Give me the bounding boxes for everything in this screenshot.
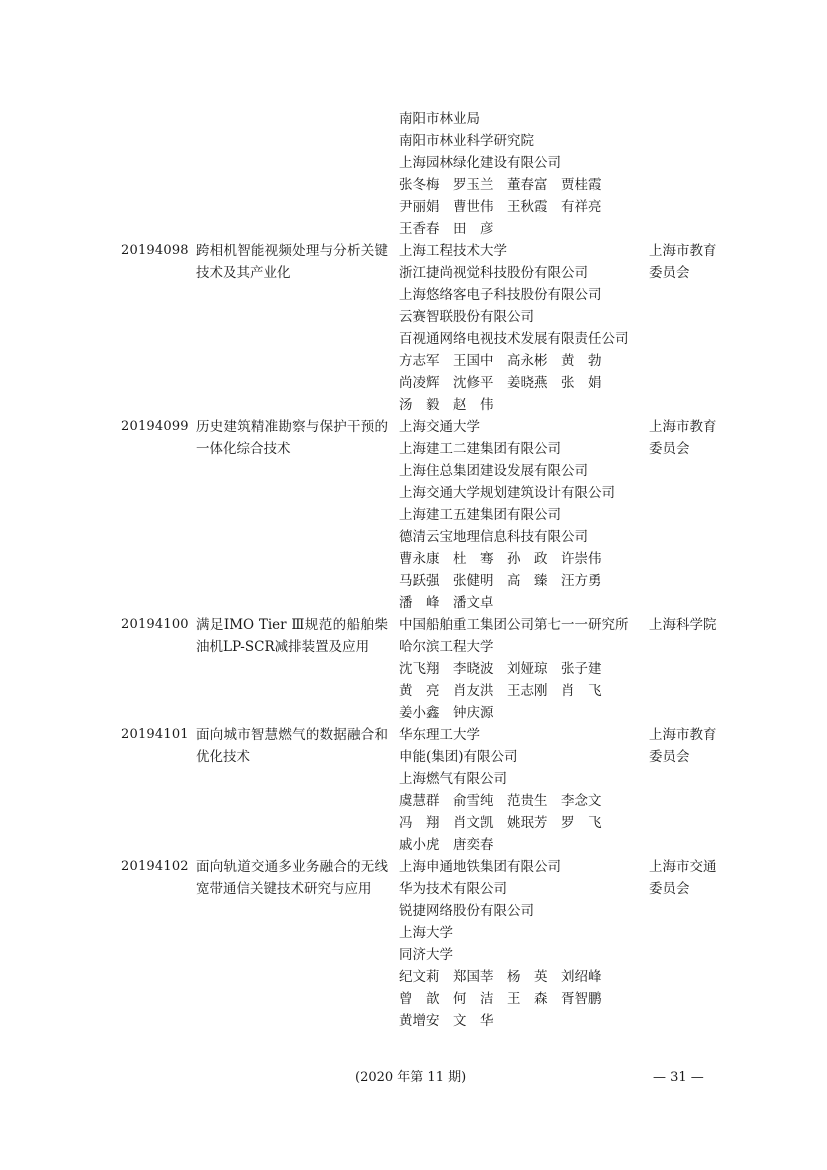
issue-label: (2020 年第 11 期) [355, 1070, 467, 1085]
people-line: 曹永康 杜 骞 孙 政 许崇伟 [399, 551, 602, 567]
unit: 上海交通大学 [399, 419, 480, 435]
people-line: 尹丽娟 曹世伟 王秋霞 有祥亮 [399, 199, 602, 215]
entry-department: 上海市交通委员会 [649, 859, 717, 897]
entry-units [399, 240, 639, 416]
entry-project: 历史建筑精准勘察与保护干预的一体化综合技术 [196, 419, 388, 457]
entry-department: 上海市教育委员会 [649, 243, 717, 281]
entry-department: 上海市教育委员会 [649, 727, 717, 765]
entry-department: 上海市教育委员会 [649, 419, 717, 457]
entry-id: 20194101 [121, 727, 189, 742]
page-number: — 31 — [653, 1070, 704, 1085]
entry-project: 跨相机智能视频处理与分析关键技术及其产业化 [196, 243, 388, 281]
entry-units [399, 614, 639, 724]
unit: 上海建工二建集团有限公司 [399, 441, 561, 457]
people-line: 潘 峰 潘文卓 [399, 595, 494, 611]
entry-id: 20194098 [121, 243, 189, 258]
unit: 上海燃气有限公司 [399, 771, 507, 787]
people-line: 虞慧群 俞雪纯 范贵生 李念文 [399, 793, 602, 809]
entry-department: 上海科学院 [649, 617, 717, 633]
unit: 上海悠络客电子科技股份有限公司 [399, 287, 602, 303]
people-line: 冯 翔 肖文凯 姚珉芳 罗 飞 [399, 815, 602, 831]
entry-units [399, 416, 639, 614]
entry-id: 20194102 [121, 859, 189, 874]
unit: 上海工程技术大学 [399, 243, 507, 259]
award-list [0, 108, 827, 1032]
unit: 云赛智联股份有限公司 [399, 309, 534, 325]
unit: 华东理工大学 [399, 727, 480, 743]
unit: 百视通网络电视技术发展有限责任公司 [399, 331, 629, 347]
unit: 上海交通大学规划建筑设计有限公司 [399, 485, 615, 501]
unit: 上海建工五建集团有限公司 [399, 507, 561, 523]
entry-20194101 [0, 724, 827, 856]
people-line: 沈飞翔 李晓波 刘娅琼 张子建 [399, 661, 602, 677]
unit: 上海大学 [399, 925, 453, 941]
people-line: 汤 毅 赵 伟 [399, 397, 494, 413]
entry-units [399, 724, 639, 856]
unit: 浙江捷尚视觉科技股份有限公司 [399, 265, 588, 281]
entry-continuation [0, 108, 827, 240]
unit: 德清云宝地理信息科技有限公司 [399, 529, 588, 545]
entry-id: 20194099 [121, 419, 189, 434]
people-line: 王香春 田 彦 [399, 221, 494, 237]
entry-units [399, 108, 639, 240]
entry-project: 满足IMO Tier Ⅲ规范的船舶柴油机LP-SCR减排装置及应用 [196, 617, 388, 655]
entry-20194099 [0, 416, 827, 614]
entry-units [399, 856, 639, 1032]
people-line: 马跃强 张健明 高 臻 汪方勇 [399, 573, 602, 589]
entry-project: 面向轨道交通多业务融合的无线宽带通信关键技术研究与应用 [196, 859, 388, 897]
people-line: 纪文莉 郑国莘 杨 英 刘绍峰 [399, 969, 602, 985]
people-line: 张冬梅 罗玉兰 董春富 贾桂霞 [399, 177, 602, 193]
people-line: 戚小虎 唐奕春 [399, 837, 494, 853]
unit: 华为技术有限公司 [399, 881, 507, 897]
entry-20194102 [0, 856, 827, 1032]
unit: 申能(集团)有限公司 [399, 749, 518, 765]
page-footer [0, 1068, 827, 1088]
entry-id: 20194100 [121, 617, 189, 632]
entry-project: 面向城市智慧燃气的数据融合和优化技术 [196, 727, 388, 765]
unit: 上海申通地铁集团有限公司 [399, 859, 561, 875]
people-line: 黄增安 文 华 [399, 1013, 494, 1029]
people-line: 曾 歆 何 洁 王 森 胥智鹏 [399, 991, 602, 1007]
unit: 南阳市林业科学研究院 [399, 133, 534, 149]
unit: 中国船舶重工集团公司第七一一研究所 [399, 617, 629, 633]
unit: 上海园林绿化建设有限公司 [399, 155, 561, 171]
unit: 上海住总集团建设发展有限公司 [399, 463, 588, 479]
unit: 哈尔滨工程大学 [399, 639, 494, 655]
people-line: 姜小鑫 钟庆源 [399, 705, 494, 721]
people-line: 尚凌辉 沈修平 姜晓燕 张 娟 [399, 375, 602, 391]
unit: 南阳市林业局 [399, 111, 480, 127]
people-line: 方志军 王国中 高永彬 黄 勃 [399, 353, 602, 369]
unit: 同济大学 [399, 947, 453, 963]
unit: 锐捷网络股份有限公司 [399, 903, 534, 919]
entry-20194098 [0, 240, 827, 416]
entry-20194100 [0, 614, 827, 724]
people-line: 黄 亮 肖友洪 王志刚 肖 飞 [399, 683, 602, 699]
